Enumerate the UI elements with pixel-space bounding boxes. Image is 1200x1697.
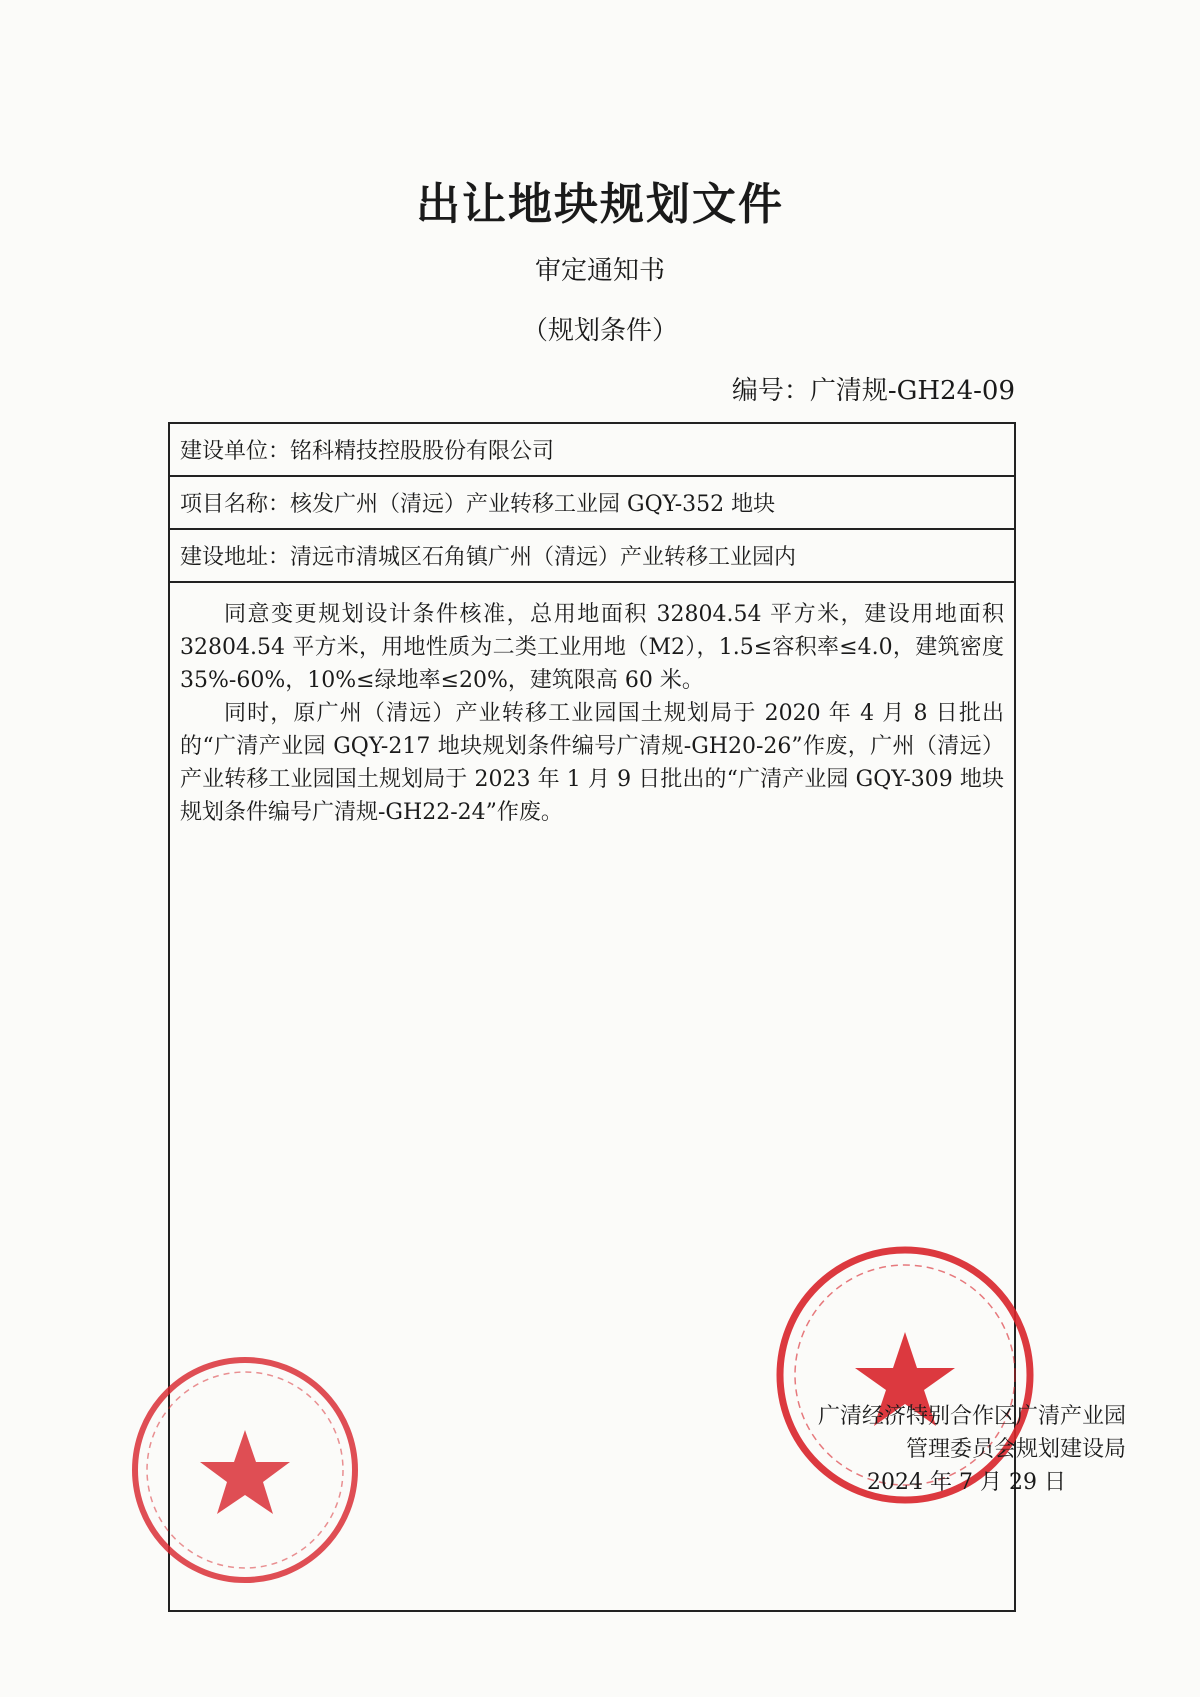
document-subtitle: 审定通知书 [534,256,665,286]
construction-unit-value: 铭科精技控股股份有限公司 [290,439,555,464]
project-name-row [170,477,1014,530]
construction-address-label: 建设地址： [180,545,291,570]
signature-block [818,1400,1126,1499]
document-title: 出让地块规划文件 [416,179,784,230]
construction-address-value: 清远市清城区石角镇广州（清远）产业转移工业园内 [290,545,797,570]
body-paragraph-2: 同时，原广州（清远）产业转移工业园国土规划局于 2020 年 4 月 8 日批出的“广清产业园 GQY-217 地块规划条件编号广清规-GH20-26”作废，广州（清远）产业转移工业园国土规划局于 2023 年 1 月 9 日批出的“广清产业园 GQY-309 地块规划条件编号广清规-GH22-24”作废。 [180,701,1004,825]
left-seal-stamp [125,1350,365,1590]
project-name-value: 核发广州（清远）产业转移工业园 GQY-352 地块 [290,492,776,517]
signature-date: 2024 年 7 月 29 日 [867,1470,1066,1495]
document-subtitle-conditions: （规划条件） [521,316,678,346]
body-paragraph-1: 同意变更规划设计条件核准，总用地面积 32804.54 平方米，建设用地面积 32804.54 平方米，用地性质为二类工业用地（M2），1.5≤容积率≤4.0，建筑密度 35%-60%，10%≤绿地率≤20%，建筑限高 60 米。 [180,602,1004,693]
construction-unit-label: 建设单位： [180,439,291,464]
document-number: 编号：广清规-GH24-09 [731,376,1015,406]
body-text [180,598,1004,829]
signature-org-line-2: 管理委员会规划建设局 [905,1437,1126,1462]
construction-unit-row [170,424,1014,477]
project-name-label: 项目名称： [180,492,291,517]
construction-address-row [170,530,1014,583]
signature-org-line-1: 广清经济特别合作区广清产业园 [817,1404,1126,1429]
